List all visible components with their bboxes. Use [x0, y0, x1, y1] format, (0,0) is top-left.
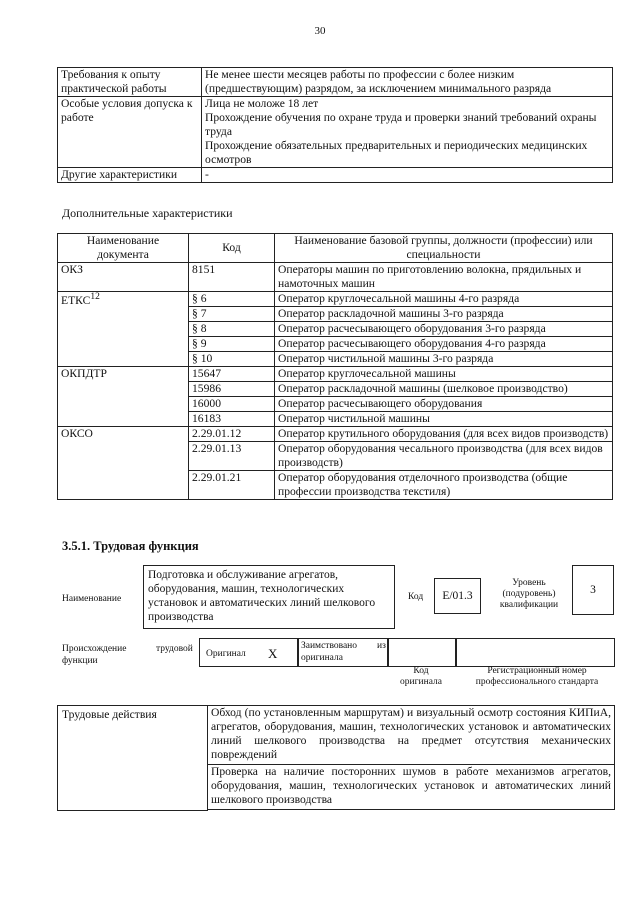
- header-name: Наименование базовой группы, должности (профессии) или специальности: [275, 234, 613, 263]
- code-label: Код: [408, 592, 424, 602]
- name-cell: Оператор раскладочной машины 3-го разряда: [275, 307, 613, 322]
- req-label: Другие характеристики: [58, 168, 202, 183]
- code-cell: § 10: [189, 352, 275, 367]
- origin-label-3: функции: [62, 656, 98, 666]
- level-box: [572, 565, 614, 615]
- function-name-box: [143, 565, 395, 629]
- name-label: Наименование: [62, 594, 122, 604]
- actions-label: Трудовые действия: [62, 708, 157, 721]
- code-original-line: Код: [413, 666, 429, 676]
- req-value: -: [202, 168, 613, 183]
- doc-cell: ОКПДТР: [58, 367, 189, 427]
- code-cell: § 8: [189, 322, 275, 337]
- req-label: Требования к опыту практической работы: [58, 68, 202, 97]
- actions-label-box: [57, 705, 208, 811]
- code-cell: § 7: [189, 307, 275, 322]
- additional-title: Дополнительные характеристики: [62, 206, 233, 220]
- doc-cell: ОКЗ: [58, 263, 189, 292]
- req-line: Прохождение обязательных предварительных и периодических медицинских осмотров: [205, 139, 588, 166]
- function-code-box: [434, 578, 481, 614]
- doc-cell: ОКСО: [58, 427, 189, 500]
- req-label: Особые условия допуска к работе: [58, 97, 202, 168]
- doc-name: ЕТКС: [61, 293, 91, 307]
- original-mark: X: [268, 646, 278, 661]
- name-cell: Оператор расчесывающего оборудования 4-го разряда: [275, 337, 613, 352]
- origin-label-2: трудовой: [156, 644, 193, 654]
- code-cell: 2.29.01.12: [189, 427, 275, 442]
- code-cell: 2.29.01.13: [189, 442, 275, 471]
- table-row: [58, 68, 613, 97]
- name-cell: Оператор раскладочной машины (шелковое производство): [275, 382, 613, 397]
- name-cell: Оператор расчесывающего оборудования: [275, 397, 613, 412]
- code-cell: 2.29.01.21: [189, 471, 275, 500]
- header-doc: Наименование документа: [58, 234, 189, 263]
- code-cell: 16000: [189, 397, 275, 412]
- req-value: [202, 97, 613, 168]
- code-cell: 15647: [189, 367, 275, 382]
- reg-number-box: [455, 638, 615, 667]
- borrowed-label: Заимствовано: [301, 641, 358, 651]
- name-cell: Операторы машин по приготовлению волокна, прядильных и намоточных машин: [275, 263, 613, 292]
- reg-number-label: Регистрационный номер профессионального стандарта: [475, 666, 599, 687]
- table-header: [58, 234, 613, 263]
- table-row: [58, 263, 613, 292]
- action-box: [207, 705, 615, 765]
- doc-cell: [58, 292, 189, 367]
- code-original-label: [387, 666, 455, 688]
- function-name: Подготовка и обслуживание агрегатов, оборудования, машин, технологических установок и автоматических линий шелкового производства: [148, 569, 376, 623]
- req-line: Прохождение обучения по охране труда и проверки знаний требований охраны труда: [205, 111, 597, 138]
- code-original-line-2: оригинала: [400, 677, 442, 687]
- requirements-table: [57, 67, 613, 183]
- action-item: Проверка на наличие посторонних шумов в работе механизмов агрегатов, оборудования, машин, технологических установок и автоматических линий шелкового производства: [211, 765, 611, 806]
- table-row: [58, 168, 613, 183]
- code-cell: 15986: [189, 382, 275, 397]
- table-row: [58, 97, 613, 168]
- code-cell: § 9: [189, 337, 275, 352]
- name-cell: Оператор круглочесальной машины 4-го разряда: [275, 292, 613, 307]
- name-cell: Оператор оборудования чесального производства (для всех видов производств): [275, 442, 613, 471]
- footnote-ref: 12: [90, 292, 100, 302]
- req-line: Лица не моложе 18 лет: [205, 97, 319, 110]
- section-title: 3.5.1. Трудовая функция: [62, 539, 199, 553]
- name-cell: Оператор чистильной машины: [275, 412, 613, 427]
- level-label: Уровень (подуровень) квалификации: [499, 578, 559, 610]
- original-label: Оригинал: [206, 649, 246, 659]
- code-cell: § 6: [189, 292, 275, 307]
- name-cell: Оператор оборудования отделочного производства (общие профессии производства текстиля): [275, 471, 613, 500]
- req-value: Не менее шести месяцев работы по профессии с более низким (предшествующим) разрядом, за исключением минимального разряда: [202, 68, 613, 97]
- name-cell: Оператор расчесывающего оборудования 3-го разряда: [275, 322, 613, 337]
- header-code: Код: [189, 234, 275, 263]
- name-cell: Оператор чистильной машины 3-го разряда: [275, 352, 613, 367]
- action-box: [207, 763, 615, 810]
- table-row: [58, 427, 613, 442]
- name-cell: Оператор крутильного оборудования (для всех видов производств): [275, 427, 613, 442]
- action-item: Обход (по установленным маршрутам) и визуальный осмотр состояния КИПиА, агрегатов, оборудования, машин, технологических установок и автоматических линий шелкового производства на предмет отсутствия механических повреждений: [211, 706, 611, 761]
- table-row: [58, 292, 613, 307]
- code-cell: 8151: [189, 263, 275, 292]
- page-number: 30: [314, 25, 326, 37]
- level-value: 3: [590, 584, 596, 596]
- borrowed-label-2: из: [377, 641, 386, 651]
- code-original-box: [387, 638, 457, 667]
- function-code: E/01.3: [442, 590, 473, 602]
- origin-label: Происхождение: [62, 644, 127, 654]
- table-row: [58, 367, 613, 382]
- borrowed-label-3: оригинала: [301, 653, 343, 663]
- name-cell: Оператор круглочесальной машины: [275, 367, 613, 382]
- additional-table: [57, 233, 613, 500]
- code-cell: 16183: [189, 412, 275, 427]
